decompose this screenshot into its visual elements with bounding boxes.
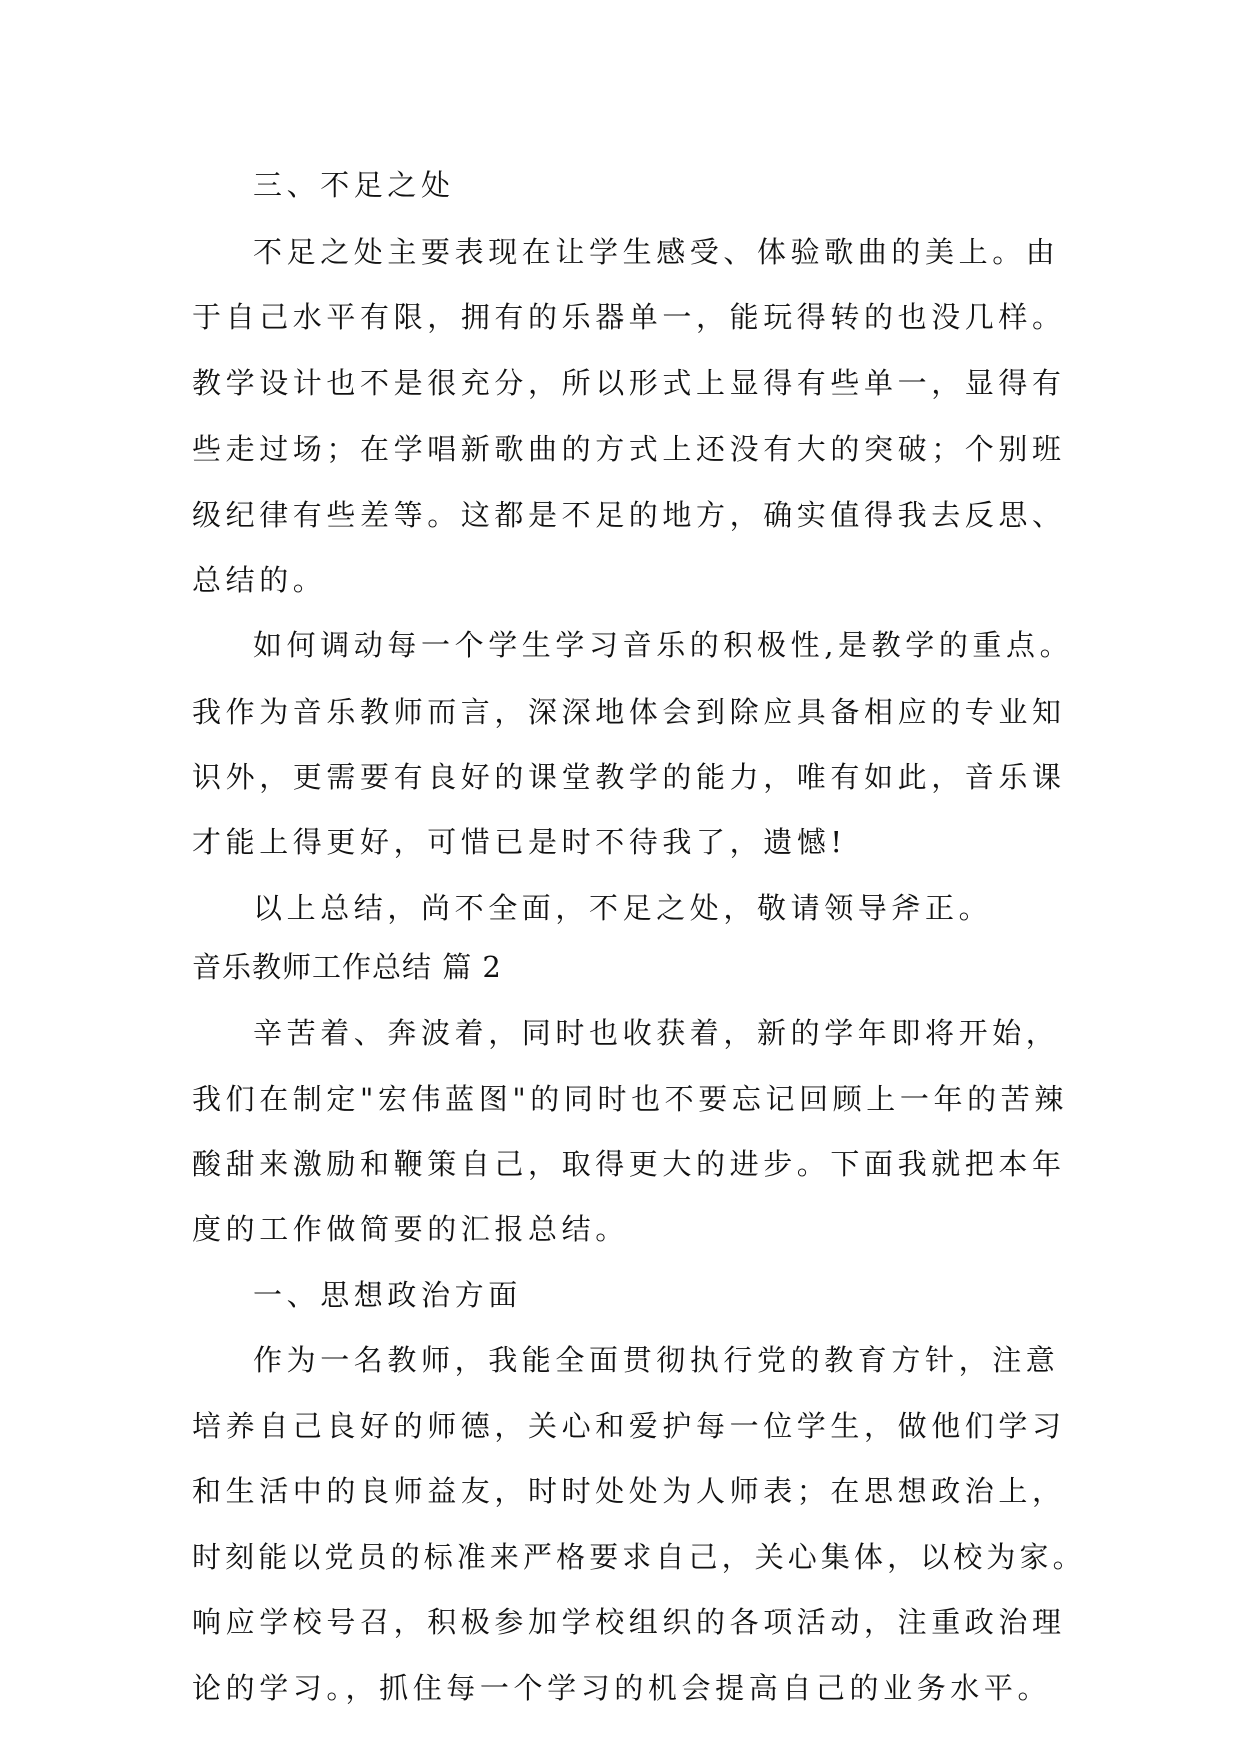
paragraph-line: 时刻能以党员的标准来严格要求自己，关心集体，以校为家。 — [192, 1540, 1086, 1574]
paragraph-line: 作为一名教师，我能全面贯彻执行党的教育方针，注意 — [253, 1343, 1060, 1377]
paragraph-line: 教学设计也不是很充分，所以形式上显得有些单一，显得有 — [192, 366, 1066, 400]
paragraph-line: 和生活中的良师益友，时时处处为人师表；在思想政治上， — [192, 1474, 1066, 1508]
paragraph-line: 响应学校号召，积极参加学校组织的各项活动，注重政治理 — [192, 1605, 1066, 1639]
paragraph-line: 级纪律有些差等。这都是不足的地方，确实值得我去反思、 — [192, 498, 1066, 532]
paragraph-line: 不足之处主要表现在让学生感受、体验歌曲的美上。由 — [253, 235, 1060, 269]
paragraph-line: 如何调动每一个学生学习音乐的积极性,是教学的重点。 — [253, 628, 1074, 662]
article-title: 音乐教师工作总结 篇 2 — [192, 950, 502, 984]
paragraph-line: 于自己水平有限，拥有的乐器单一，能玩得转的也没几样。 — [192, 300, 1066, 334]
paragraph-line: 辛苦着、奔波着，同时也收获着，新的学年即将开始， — [253, 1016, 1060, 1050]
paragraph-line: 论的学习。，抓住每一个学习的机会提高自己的业务水平。 — [192, 1671, 1052, 1705]
paragraph-line: 酸甜来激励和鞭策自己，取得更大的进步。下面我就把本年 — [192, 1147, 1066, 1181]
paragraph-line: 我作为音乐教师而言，深深地体会到除应具备相应的专业知 — [192, 695, 1066, 729]
paragraph-line: 才能上得更好，可惜已是时不待我了，遗憾! — [192, 825, 847, 859]
paragraph-line: 识外，更需要有良好的课堂教学的能力，唯有如此，音乐课 — [192, 760, 1066, 794]
section-heading-political: 一、思想政治方面 — [253, 1278, 522, 1312]
paragraph-line: 些走过场；在学唱新歌曲的方式上还没有大的突破；个别班 — [192, 432, 1066, 466]
paragraph-line: 总结的。 — [192, 563, 327, 597]
section-heading-shortcomings: 三、不足之处 — [253, 168, 455, 202]
paragraph-line: 以上总结，尚不全面，不足之处，敬请领导斧正。 — [253, 891, 993, 925]
paragraph-line: 培养自己良好的师德，关心和爱护每一位学生，做他们学习 — [192, 1409, 1066, 1443]
paragraph-line: 度的工作做简要的汇报总结。 — [192, 1212, 629, 1246]
paragraph-line: 我们在制定"宏伟蓝图"的同时也不要忘记回顾上一年的苦辣 — [192, 1082, 1068, 1116]
